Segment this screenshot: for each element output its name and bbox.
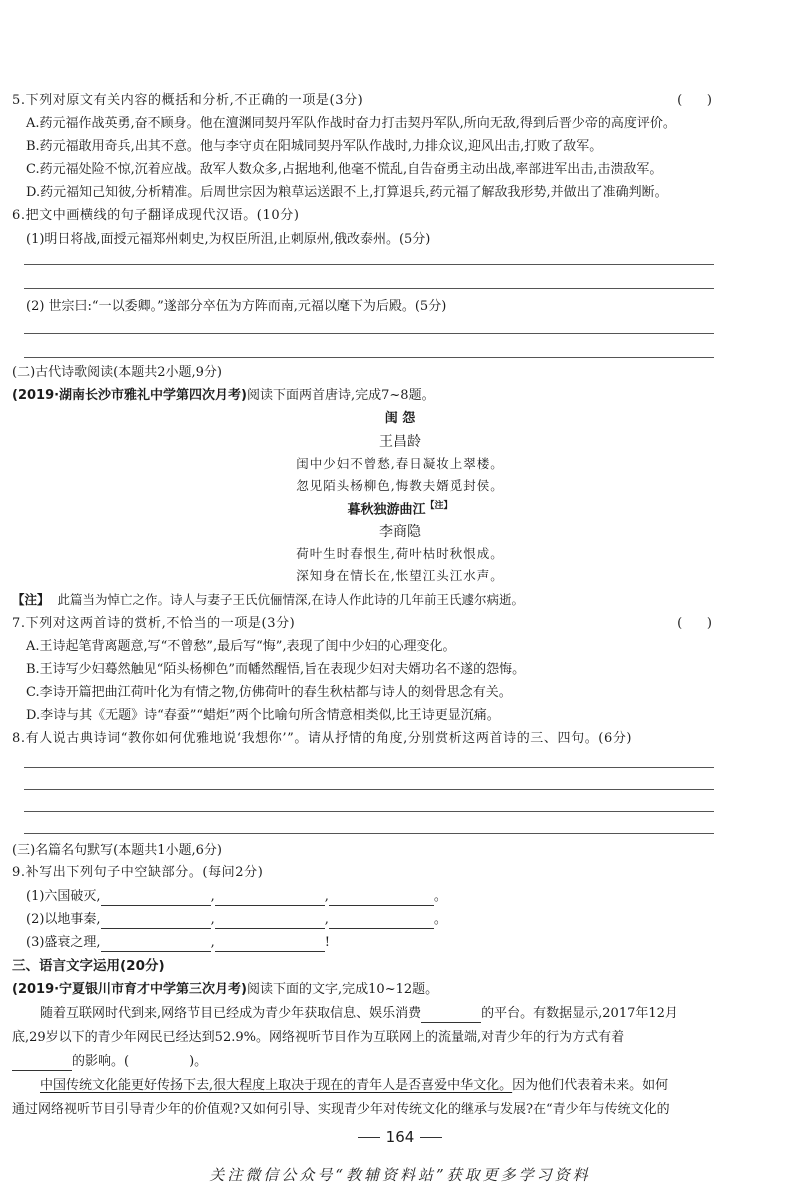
q5-option-d: D.药元福知己知彼,分析精准。后周世宗因为粮草运送跟不上,打算退兵,药元福了解敌我形势,并做出了准确判断。 [26,185,668,200]
page-number-text: 164 [385,1128,415,1146]
q5-option-c: C.药元福处险不惊,沉着应战。敌军人数众多,占据地利,他毫不慌乱,自告奋勇主动出战,率部进军出击,击溃敌军。 [26,162,663,177]
poem-1-line-2: 忽见陌头杨柳色,悔教夫婿觅封侯。 [296,478,504,493]
section-2-source: (2019·湖南长沙市雅礼中学第四次月考) [12,388,248,403]
q5-option-a: A.药元福作战英勇,奋不顾身。他在澶渊同契丹军队作战时奋力打击契丹军队,所向无敌,得到后晋少帝的高度评价。 [26,116,676,131]
answer-line [24,357,714,358]
passage-line-5: 通过网络视听节目引导青少年的价值观?又如何引导、实现青少年对传统文化的继承与发展?在“青少年与传统文化的 [12,1102,670,1117]
footer-promo: 关注微信公众号“教辅资料站”获取更多学习资料 [209,1166,591,1184]
passage-line-3 [12,1053,207,1071]
q8-stem: 8.有人说古典诗词“教你如何优雅地说‘我想你’”。请从抒情的角度,分别赏析这两首诗的三、四句。(6分) [12,731,633,746]
underlined-sentence: 中国传统文化能更好传扬下去,很大程度上取决于现在的青年人是否喜爱中华文化。 [40,1078,513,1093]
q7-option-c: C.李诗开篇把曲江荷叶化为有情之物,仿佛荷叶的春生秋枯都与诗人的刻骨思念有关。 [26,685,512,700]
answer-line [24,833,714,834]
period: 。 [433,889,447,904]
poem-1-title: 闺 怨 [384,411,416,426]
passage-text: )。 [189,1054,208,1069]
fill-blank[interactable] [101,892,211,906]
part-3-source: (2019·宁夏银川市育才中学第三次月考) [12,982,248,997]
q9-stem: 9.补写出下列句子中空缺部分。(每问2分) [12,865,264,880]
poem-2-line-2: 深知身在情长在,怅望江头江水声。 [296,568,504,583]
q7-answer-paren: ( ) [677,616,712,631]
part-3-intro: 阅读下面的文字,完成10~12题。 [247,982,439,997]
passage-text: 随着互联网时代到来,网络节目已经成为青少年获取信息、娱乐消费 [40,1006,422,1021]
q6-sentence-1: (1)明日将战,面授元福郑州刺史,为权臣所沮,止刺原州,俄改泰州。(5分) [26,232,431,247]
answer-space[interactable] [129,1053,189,1071]
q6-stem: 6.把文中画横线的句子翻译成现代汉语。(10分) [12,208,300,223]
poem-2-title: 暮秋独游曲江 [347,502,426,518]
poem-note [12,592,524,609]
q9-item-1 [26,888,447,906]
q7-stem: 7.下列对这两首诗的赏析,不恰当的一项是(3分) [12,616,296,631]
q9-item-1-label: (1)六国破灭, [26,889,101,904]
poem-1-line-1: 闺中少妇不曾愁,春日凝妆上翠楼。 [296,456,504,471]
dash-left [358,1137,380,1138]
answer-line [24,789,714,790]
q9-item-2 [26,911,447,929]
answer-line [24,333,714,334]
page-number [0,1127,800,1147]
q7-option-a: A.王诗起笔背离题意,写“不曾愁”,最后写“悔”,表现了闺中少妇的心理变化。 [26,639,456,654]
fill-blank[interactable] [215,892,325,906]
note-tag: 【注】 [12,592,50,607]
answer-line [24,288,714,289]
note-text: 此篇当为悼亡之作。诗人与妻子王氏伉俪情深,在诗人作此诗的几年前王氏遽尔病逝。 [57,592,524,607]
fill-blank[interactable] [329,892,434,906]
dash-right [420,1137,442,1138]
poem-1-author: 王昌龄 [379,434,421,450]
passage-line-1 [40,1005,678,1023]
passage-text: 的影响。( [72,1054,130,1069]
part-3-intro-line [12,981,438,999]
fill-blank[interactable] [101,915,211,929]
poem-2-note-marker: 【注】 [425,501,453,511]
period: 。 [433,912,447,927]
comma: , [324,912,329,927]
poem-2-title-line [0,500,800,519]
comma: , [210,912,215,927]
passage-line-4 [40,1077,668,1095]
q6-sentence-2: (2) 世宗曰:“一以委卿。”遂部分卒伍为方阵而南,元福以麾下为后殿。(5分) [26,299,447,314]
fill-blank[interactable] [329,915,434,929]
passage-line-2: 底,29岁以下的青少年网民已经达到52.9%。网络视听节目作为互联网上的流量端,对青少年的行为方式有着 [12,1030,625,1045]
fill-blank[interactable] [12,1057,72,1071]
q7-option-b: B.王诗写少妇蓦然触见“陌头杨柳色”而幡然醒悟,旨在表现少妇对夫婿功名不遂的怨悔。 [26,662,526,677]
answer-line [24,264,714,265]
comma: , [324,889,329,904]
fill-blank[interactable] [215,938,325,952]
fill-blank[interactable] [101,938,211,952]
q9-item-3-label: (3)盛衰之理, [26,935,101,950]
fill-blank[interactable] [421,1009,481,1023]
exclamation: ! [324,935,330,950]
passage-text: 的平台。有数据显示,2017年12月 [481,1006,678,1021]
answer-line [24,811,714,812]
section-2-heading: (二)古代诗歌阅读(本题共2小题,9分) [12,365,222,380]
section-3-heading: (三)名篇名句默写(本题共1小题,6分) [12,843,222,858]
poem-2-author: 李商隐 [379,524,421,540]
q7-option-d: D.李诗与其《无题》诗“春蚕”“蜡炬”两个比喻句所含情意相类似,比王诗更显沉痛。 [26,708,500,723]
section-2-intro-line [12,387,435,405]
q9-item-3 [26,934,330,952]
q9-item-2-label: (2)以地事秦, [26,912,101,927]
part-3-heading: 三、语言文字运用(20分) [12,958,165,974]
poem-2-line-1: 荷叶生时春恨生,荷叶枯时秋恨成。 [296,546,504,561]
q5-stem: 5.下列对原文有关内容的概括和分析,不正确的一项是(3分) [12,93,364,108]
comma: , [210,935,215,950]
fill-blank[interactable] [215,915,325,929]
q5-option-b: B.药元福敢用奇兵,出其不意。他与李守贞在阳城同契丹军队作战时,力排众议,迎风出击,打败了敌军。 [26,139,603,154]
answer-line [24,767,714,768]
section-2-intro: 阅读下面两首唐诗,完成7~8题。 [247,388,435,403]
passage-text: 因为他们代表着未来。如何 [512,1078,669,1093]
comma: , [210,889,215,904]
q5-answer-paren: ( ) [677,93,712,108]
